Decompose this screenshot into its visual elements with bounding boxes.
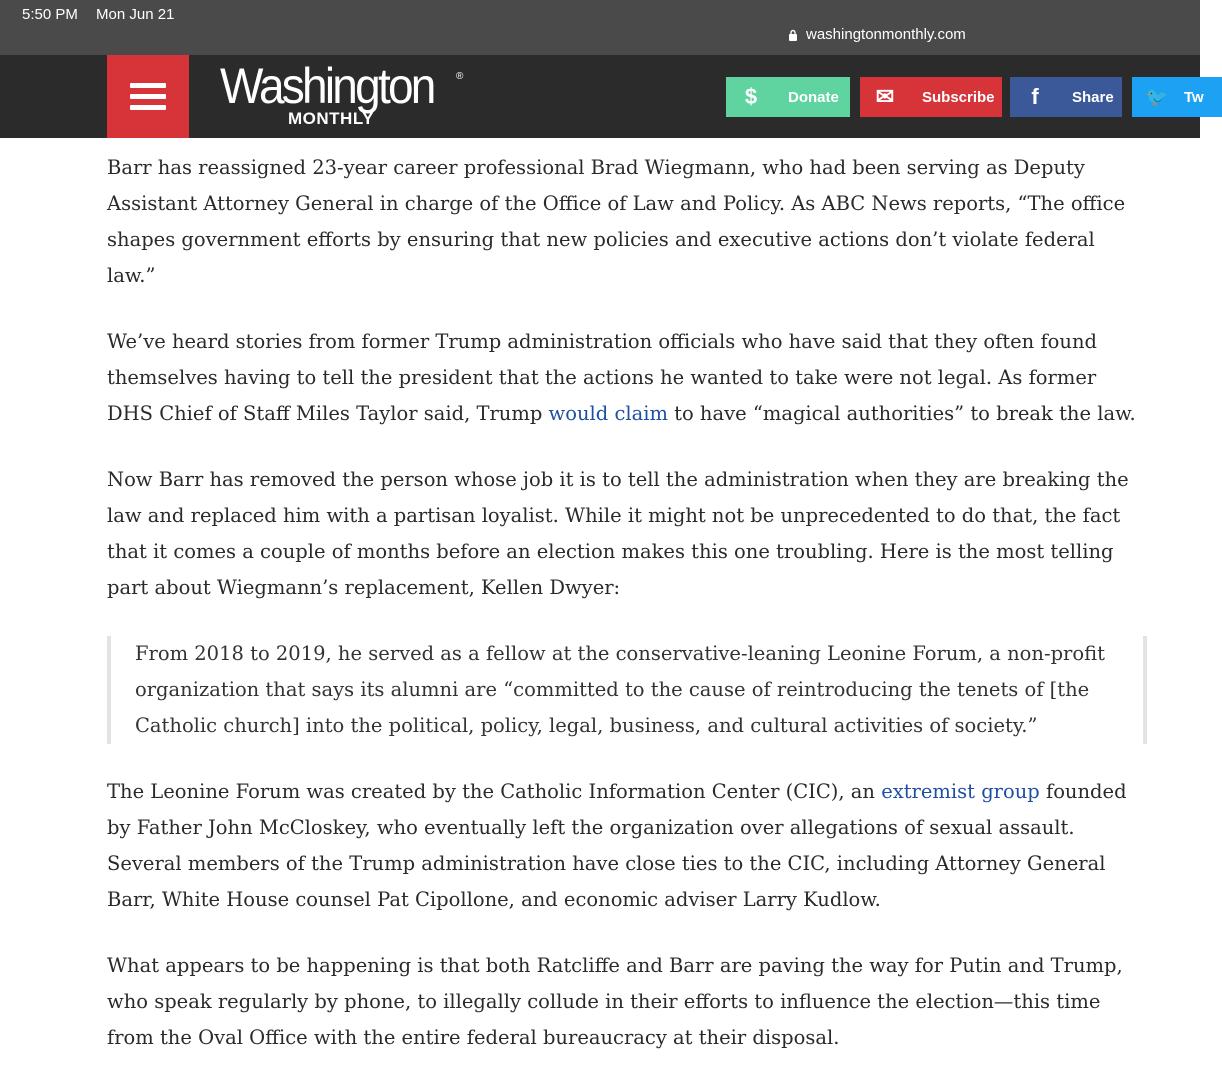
paragraph-text: The Leonine Forum was created by the Catholic Information Center (CIC), an xyxy=(107,780,882,803)
article-paragraph: Barr has reassigned 23-year career professional Brad Wiegmann, who had been serving as Deputy Assistant Attorney General in charge of the Office of Law and Policy. As ABC News reports, “The office shapes government efforts by ensuring that new policies and executive actions don’t violate federal law.” xyxy=(107,156,1126,287)
lock-icon xyxy=(788,29,798,41)
share-button[interactable] xyxy=(1010,77,1122,117)
extremist-group-link[interactable]: extremist group xyxy=(881,780,1040,803)
donate-button[interactable] xyxy=(726,77,850,117)
status-date: Mon Jun 21 xyxy=(96,6,175,23)
menu-bar-icon xyxy=(130,105,166,110)
logo-sub-text: MONTHLY xyxy=(288,109,374,128)
site-header xyxy=(0,55,1204,138)
status-time: 5:50 PM xyxy=(22,6,78,23)
paragraph-text: We’ve heard stories from former Trump administration officials who have said that they often found themselves having to tell the president that the actions he wanted to take were not legal. As former DHS Chief of Staff Miles Taylor said, Trump xyxy=(107,330,1097,425)
would-claim-link[interactable]: would claim xyxy=(548,402,668,425)
dollar-icon: $ xyxy=(744,84,758,109)
subscribe-button[interactable] xyxy=(860,77,1002,117)
envelope-icon: ✉ xyxy=(875,84,895,109)
menu-bar-icon xyxy=(130,94,166,99)
blockquote: From 2018 to 2019, he served as a fellow at the conservative-leaning Leonine Forum, a non-profit organization that says its alumni are “committed to the cause of reintroducing the tenets of [the Catholic church] into the political, policy, legal, business, and cultural activities of society.” xyxy=(107,636,1147,744)
address-bar[interactable] xyxy=(788,26,966,43)
article-paragraph: Now Barr has removed the person whose job it is to tell the administration when they are breaking the law and replaced him with a partisan loyalist. While it might not be unprecedented to do that, the fact that it comes a couple of months before an election makes this one troubling. Here is the most telling part about Wiegmann’s replacement, Kellen Dwyer: xyxy=(107,468,1129,599)
twitter-icon: 🐦 xyxy=(1145,86,1169,107)
url-text: washingtonmonthly.com xyxy=(806,26,966,43)
article-body xyxy=(107,150,1147,1086)
article-paragraph: What appears to be happening is that both Ratcliffe and Barr are paving the way for Putin and Trump, who speak regularly by phone, to illegally collude in their efforts to influence the election—this time from the Oval Office with the entire federal bureaucracy at their disposal. xyxy=(107,954,1123,1049)
hamburger-menu-button[interactable] xyxy=(107,55,189,138)
logo-registered-mark: ® xyxy=(456,71,464,82)
donate-label: Donate xyxy=(788,88,839,106)
tweet-button[interactable] xyxy=(1132,77,1222,117)
article-paragraph xyxy=(107,774,1147,918)
tweet-label: Tw xyxy=(1184,88,1204,106)
logo-main-text: Washington xyxy=(220,58,434,114)
paragraph-text: founded by Father John McCloskey, who eventually left the organization over allegations of sexual assault. Several members of the Trump administration have close ties to the CIC, including Attorney General Barr, White House counsel Pat Cipollone, and economic adviser Larry Kudlow. xyxy=(107,780,1127,911)
paragraph-text: to have “magical authorities” to break the law. xyxy=(667,402,1136,425)
article-paragraph xyxy=(107,324,1147,432)
facebook-icon: f xyxy=(1031,84,1039,109)
site-logo[interactable] xyxy=(220,58,480,133)
menu-bar-icon xyxy=(130,83,166,88)
subscribe-label: Subscribe xyxy=(922,88,995,106)
share-label: Share xyxy=(1072,88,1114,106)
status-bar xyxy=(0,0,1200,55)
